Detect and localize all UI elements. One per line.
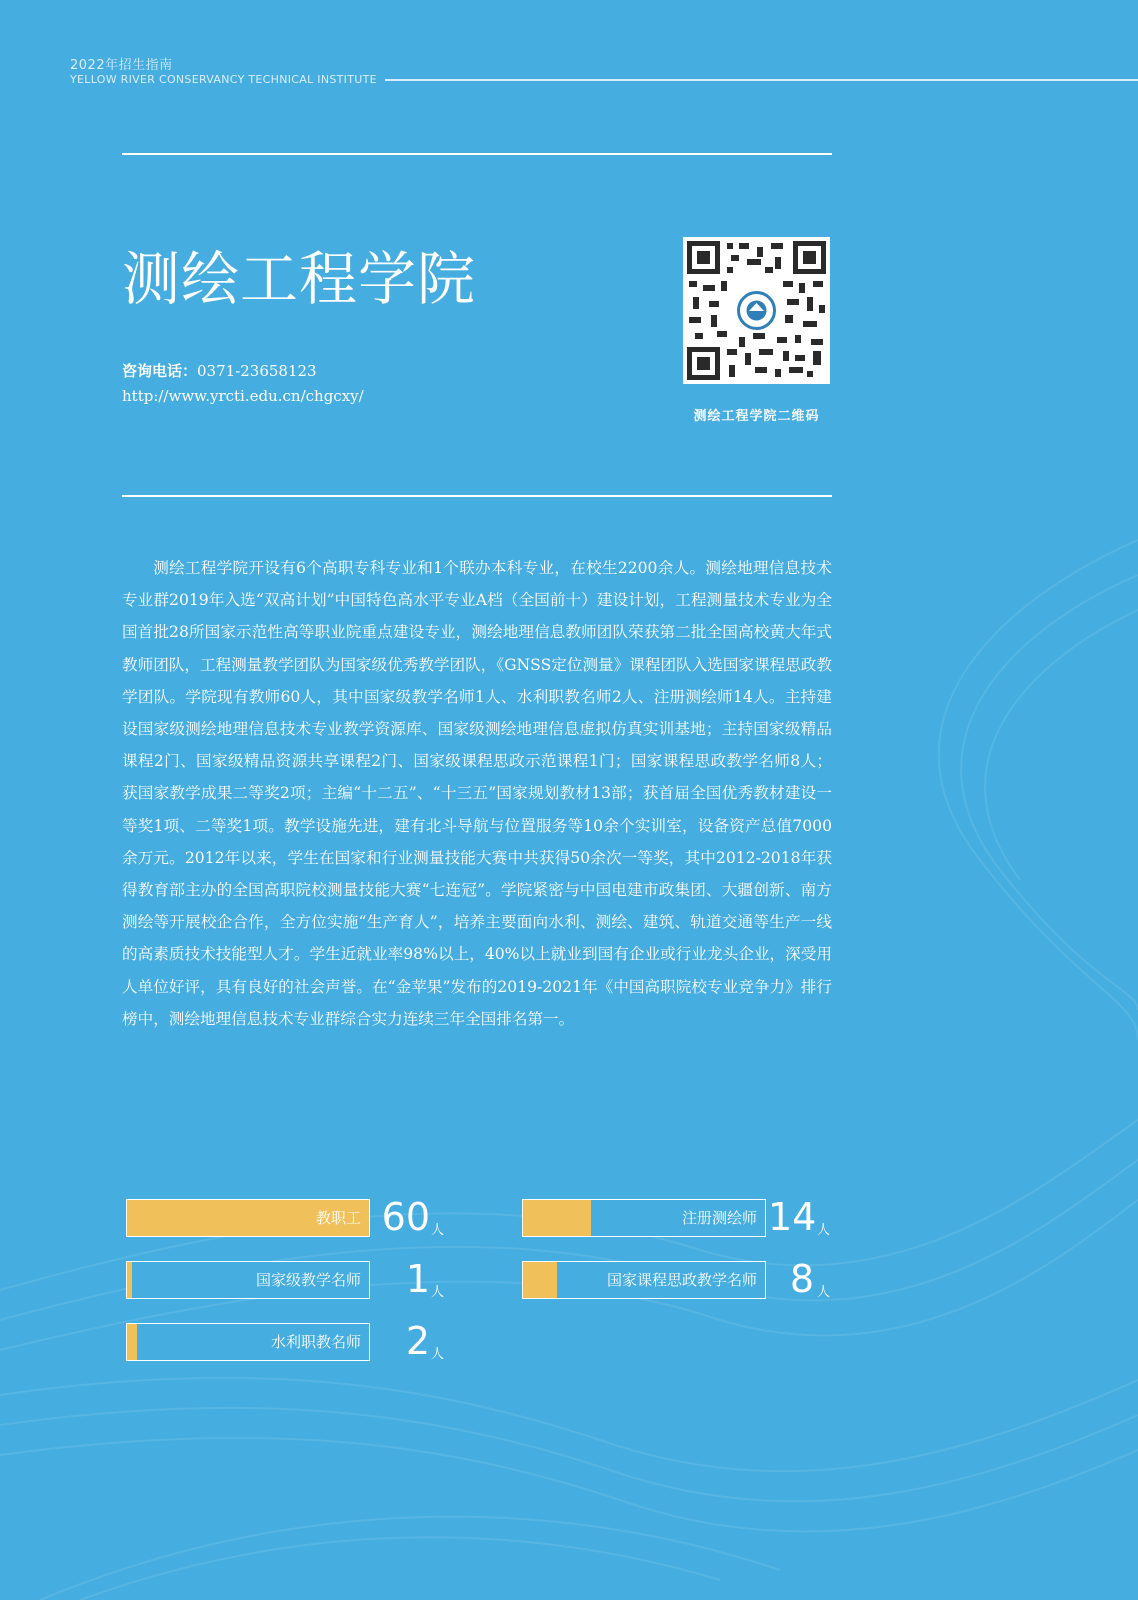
contact-block xyxy=(122,359,364,409)
phone-number: 0371-23658123 xyxy=(197,362,317,380)
stat-bar-fill xyxy=(523,1200,591,1236)
stat-value: 8 xyxy=(789,1257,814,1301)
stat-faculty xyxy=(126,1195,446,1239)
phone-label: 咨询电话： xyxy=(122,362,198,380)
stat-value: 2 xyxy=(405,1319,430,1363)
stat-bar-fill xyxy=(127,1262,132,1298)
stat-bar xyxy=(522,1199,766,1237)
stat-unit: 人 xyxy=(431,1285,445,1300)
stat-bar-fill xyxy=(523,1262,557,1298)
header-year-guide: 2022年招生指南 xyxy=(70,58,173,73)
page-title: 测绘工程学院 xyxy=(122,245,477,313)
stat-registered-surveyors xyxy=(522,1195,832,1239)
stat-bar xyxy=(522,1261,766,1299)
phone-line xyxy=(122,359,364,384)
stat-label: 教职工 xyxy=(315,1209,361,1227)
qr-code-icon xyxy=(687,241,826,380)
stat-bar xyxy=(126,1261,370,1299)
stat-label: 国家课程思政教学名师 xyxy=(606,1271,757,1289)
stat-water-conservancy-teachers xyxy=(126,1319,446,1363)
stat-value: 60 xyxy=(381,1195,430,1239)
stat-label: 国家级教学名师 xyxy=(255,1271,361,1289)
header-divider xyxy=(385,79,1138,81)
stat-bar xyxy=(126,1323,370,1361)
college-description: 测绘工程学院开设有6个高职专科专业和1个联办本科专业，在校生2200余人。测绘地理信息技术专业群2019年入选“双高计划”中国特色高水平专业A档（全国前十）建设计划，工程测量技术专业为全国首批28所国家示范性高等职业院重点建设专业，测绘地理信息教师团队荣获第二批全国高校黄大年式教师团队，工程测量教学团队为国家级优秀教学团队，《GNSS定位测量》课程团队入选国家课程思政教学团队。学院现有教师60人，其中国家级教学名师1人、水利职教名师2人、注册测绘师14人。主持建设国家级测绘地理信息技术专业教学资源库、国家级测绘地理信息虚拟仿真实训基地；主持国家级精品课程2门、国家级精品资源共享课程2门、国家级课程思政示范课程1门；国家课程思政教学名师8人；获国家教学成果二等奖2项；主编“十二五”、“十三五”国家规划教材13部；获首届全国优秀教材建设一等奖1项、二等奖1项。教学设施先进，建有北斗导航与位置服务等10余个实训室，设备资产总值7000余万元。2012年以来，学生在国家和行业测量技能大赛中共获得50余次一等奖，其中2012-2018年获得教育部主办的全国高职院校测量技能大赛“七连冠”。学院紧密与中国电建市政集团、大疆创新、南方测绘等开展校企合作，全方位实施“生产育人”，培养主要面向水利、测绘、建筑、轨道交通等生产一线的高素质技术技能型人才。学生近就业率98%以上，40%以上就业到国有企业或行业龙头企业，深受用人单位好评，具有良好的社会声誉。在“金苹果”发布的2019-2021年《中国高职院校专业竞争力》排行榜中，测绘地理信息技术专业群综合实力连续三年全国排名第一。 xyxy=(122,559,832,1028)
stat-bar xyxy=(126,1199,370,1237)
stat-ideological-teachers xyxy=(522,1257,832,1301)
qr-caption: 测绘工程学院二维码 xyxy=(693,409,820,424)
stat-national-teachers xyxy=(126,1257,446,1301)
header-institute-name: YELLOW RIVER CONSERVANCY TECHNICAL INSTITUTE xyxy=(70,73,377,86)
stat-unit: 人 xyxy=(431,1347,445,1362)
website-link[interactable]: http://www.yrcti.edu.cn/chgcxy/ xyxy=(122,387,364,405)
stat-label: 注册测绘师 xyxy=(681,1209,757,1227)
stat-unit: 人 xyxy=(431,1223,445,1238)
stat-label: 水利职教名师 xyxy=(270,1333,361,1351)
stat-value: 14 xyxy=(768,1195,817,1239)
stat-unit: 人 xyxy=(817,1223,831,1238)
stat-bar-fill xyxy=(127,1324,137,1360)
qr-code xyxy=(683,237,830,384)
top-rule xyxy=(122,153,832,155)
middle-rule xyxy=(122,495,832,497)
stat-value: 1 xyxy=(405,1257,430,1301)
stat-unit: 人 xyxy=(817,1285,831,1300)
